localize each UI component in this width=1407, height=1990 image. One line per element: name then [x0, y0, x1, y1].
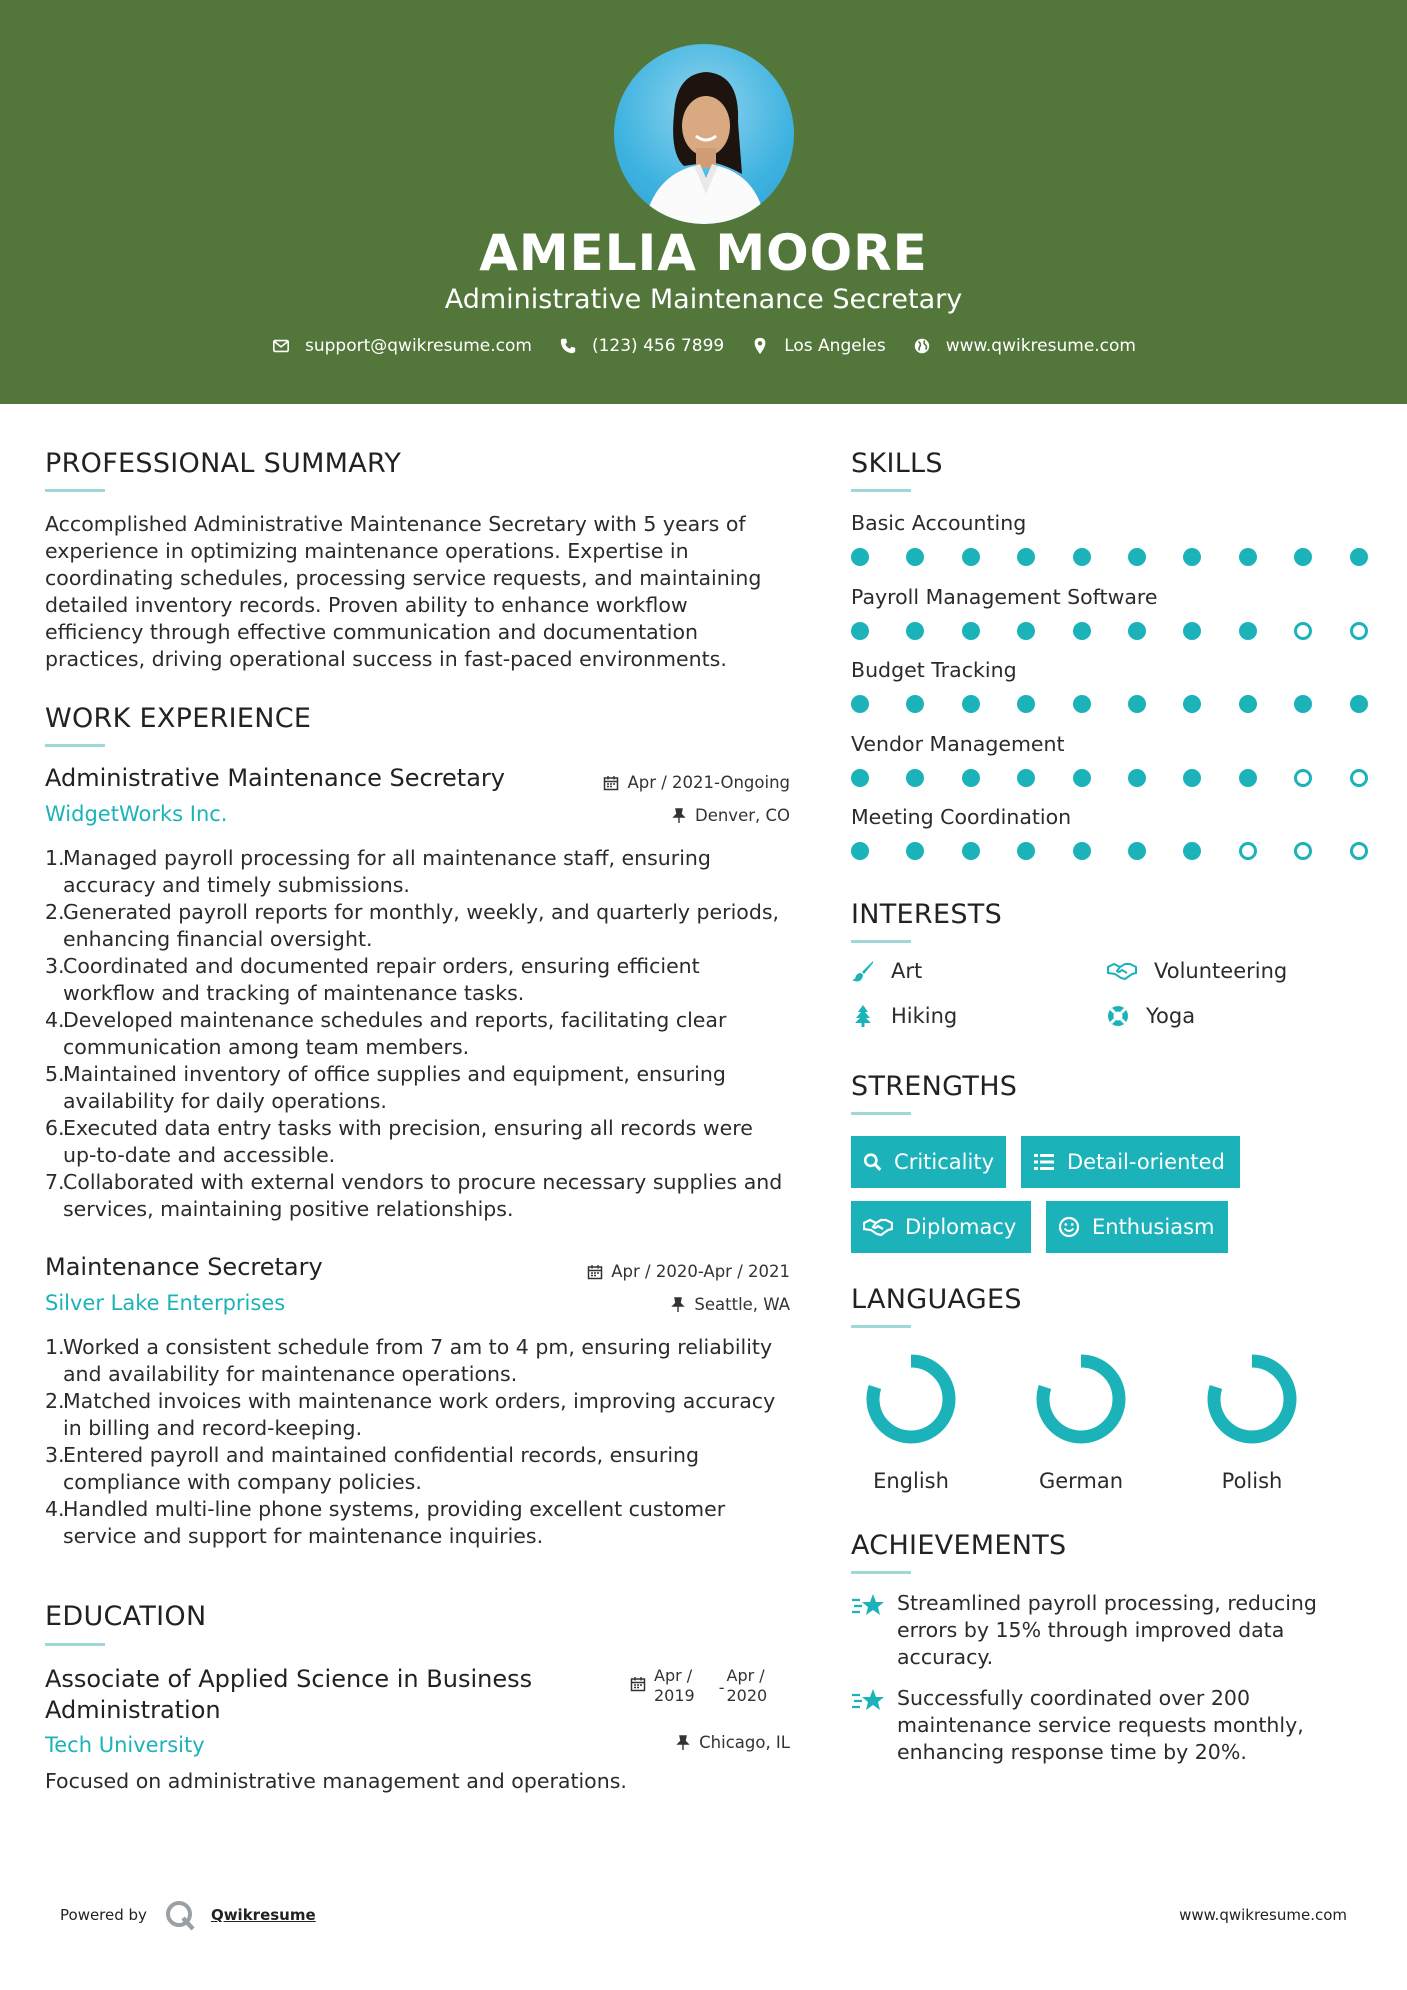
rating-dot-filled — [962, 695, 980, 713]
achievement-line: Successfully coordinated over 200 — [897, 1686, 1250, 1710]
rating-dot-filled — [1183, 842, 1201, 860]
rating-dot-empty — [1350, 769, 1368, 787]
strength-label: Enthusiasm — [1092, 1215, 1215, 1239]
item-line: Collaborated with external vendors to procure necessary supplies and — [63, 1170, 783, 1194]
paintbrush-icon — [851, 959, 875, 983]
achievement-item — [851, 1685, 1304, 1766]
item-line: up-to-date and accessible. — [63, 1143, 336, 1167]
contact-location — [750, 336, 886, 356]
interest-label: Yoga — [1146, 1004, 1196, 1028]
rating-dot-filled — [1183, 548, 1201, 566]
rating-dot-filled — [1128, 842, 1146, 860]
item-line: Matched invoices with maintenance work orders, improving accuracy — [63, 1389, 776, 1413]
work-underline — [45, 744, 105, 747]
item-line: availability for daily operations. — [63, 1089, 387, 1113]
skill-rating — [851, 769, 1371, 789]
header-band — [0, 0, 1407, 404]
contact-bar — [0, 336, 1407, 356]
rating-dot-filled — [906, 695, 924, 713]
smile-icon — [1058, 1216, 1080, 1238]
list-item — [45, 1496, 805, 1550]
school-name[interactable]: Tech University — [45, 1733, 205, 1757]
item-line: Maintained inventory of office supplies and equipment, ensuring — [63, 1062, 726, 1086]
job-title: Administrative Maintenance Secretary — [45, 764, 505, 792]
item-line: service and support for maintenance inquiries. — [63, 1524, 544, 1548]
start-date-year: 2019 — [654, 1686, 695, 1705]
interest-label: Art — [891, 959, 923, 983]
rating-dot-filled — [1183, 695, 1201, 713]
item-line: and availability for maintenance operations. — [63, 1362, 518, 1386]
item-number: 2. — [45, 1389, 65, 1413]
job-responsibilities — [45, 1334, 805, 1550]
rating-dot-filled — [1073, 695, 1091, 713]
degree-line: Administration — [45, 1696, 221, 1724]
item-number: 3. — [45, 1443, 65, 1467]
rating-dot-filled — [906, 622, 924, 640]
contact-website[interactable] — [912, 336, 1136, 356]
degree-line: Associate of Applied Science in Business — [45, 1665, 533, 1693]
job-title: Maintenance Secretary — [45, 1253, 323, 1281]
rating-dot-filled — [906, 769, 924, 787]
website-text: www.qwikresume.com — [945, 336, 1136, 356]
rating-dot-filled — [962, 769, 980, 787]
calendar-icon — [587, 1264, 603, 1280]
brand-link[interactable]: Qwikresume — [210, 1906, 316, 1924]
location-text: Los Angeles — [784, 336, 886, 356]
rating-dot-filled — [1073, 842, 1091, 860]
rating-dot-filled — [1350, 548, 1368, 566]
list-item — [45, 1334, 805, 1388]
rating-dot-filled — [1183, 622, 1201, 640]
pushpin-icon — [675, 1735, 691, 1751]
rating-dot-filled — [1017, 695, 1035, 713]
item-line: Entered payroll and maintained confidential records, ensuring — [63, 1443, 700, 1467]
search-icon — [863, 1151, 882, 1173]
footer-powered-by — [60, 1898, 316, 1932]
skill-rating — [851, 548, 1371, 568]
interests-heading: INTERESTS — [851, 899, 1003, 930]
item-number: 1. — [45, 1335, 65, 1359]
job-location — [520, 806, 790, 825]
rating-dot-filled — [962, 548, 980, 566]
rating-dot-filled — [1073, 769, 1091, 787]
summary-line: coordinating schedules, processing service requests, and maintaining — [45, 566, 762, 590]
item-line: Managed payroll processing for all maintenance staff, ensuring — [63, 846, 711, 870]
rating-dot-filled — [851, 769, 869, 787]
list-item — [45, 1061, 805, 1115]
language-progress-ring — [1033, 1351, 1129, 1447]
handshake-icon — [1106, 959, 1138, 983]
end-date-month: Apr / — [726, 1666, 765, 1685]
rating-dot-filled — [1017, 842, 1035, 860]
rating-dot-filled — [1128, 769, 1146, 787]
phone-icon — [558, 336, 578, 356]
rating-dot-empty — [1239, 842, 1257, 860]
education-location — [520, 1733, 790, 1752]
globe-icon — [912, 336, 932, 356]
rating-dot-filled — [906, 548, 924, 566]
profile-photo — [614, 44, 794, 224]
achievement-line: enhancing response time by 20%. — [897, 1740, 1247, 1764]
work-heading: WORK EXPERIENCE — [45, 703, 312, 734]
item-number: 3. — [45, 954, 65, 978]
company-name[interactable]: Silver Lake Enterprises — [45, 1291, 286, 1315]
rating-dot-filled — [1073, 548, 1091, 566]
language-progress-arc — [1214, 1361, 1290, 1437]
summary-line: experience in optimizing maintenance operations. Expertise in — [45, 539, 689, 563]
item-number: 5. — [45, 1062, 65, 1086]
achievement-line: Streamlined payroll processing, reducing — [897, 1591, 1317, 1615]
footer-website[interactable]: www.qwikresume.com — [1179, 1906, 1347, 1924]
rating-dot-filled — [962, 622, 980, 640]
rating-dot-filled — [1239, 548, 1257, 566]
item-line: enhancing financial oversight. — [63, 927, 373, 951]
rating-dot-filled — [1017, 548, 1035, 566]
language-item — [1182, 1351, 1322, 1493]
summary-line: detailed inventory records. Proven ability to enhance workflow — [45, 593, 688, 617]
rating-dot-empty — [1294, 842, 1312, 860]
list-icon — [1033, 1151, 1055, 1173]
degree-title — [45, 1664, 532, 1726]
education-heading: EDUCATION — [45, 1601, 207, 1632]
item-line: Executed data entry tasks with precision, ensuring all records were — [63, 1116, 753, 1140]
item-line: compliance with company policies. — [63, 1470, 422, 1494]
envelope-icon — [271, 336, 291, 356]
rating-dot-filled — [851, 548, 869, 566]
skill-rating — [851, 695, 1371, 715]
strength-label: Diplomacy — [905, 1215, 1017, 1239]
rating-dot-empty — [1294, 769, 1312, 787]
education-underline — [45, 1643, 105, 1646]
end-date-year: 2020 — [726, 1686, 768, 1705]
skill-name: Basic Accounting — [851, 511, 1027, 535]
candidate-name: AMELIA MOORE — [479, 224, 928, 282]
strengths-heading: STRENGTHS — [851, 1071, 1018, 1102]
item-line: Generated payroll reports for monthly, weekly, and quarterly periods, — [63, 900, 780, 924]
candidate-role: Administrative Maintenance Secretary — [444, 284, 963, 315]
end-date — [727, 1666, 768, 1706]
item-number: 1. — [45, 846, 65, 870]
item-line: Worked a consistent schedule from 7 am to 4 pm, ensuring reliability — [63, 1335, 773, 1359]
start-date — [654, 1666, 695, 1706]
item-line: workflow and tracking of maintenance tasks. — [63, 981, 525, 1005]
item-line: services, maintaining positive relationships. — [63, 1197, 514, 1221]
achievements-heading: ACHIEVEMENTS — [851, 1530, 1067, 1561]
map-pin-icon — [750, 336, 770, 356]
job-location — [520, 1295, 790, 1314]
language-name: German — [1038, 1469, 1124, 1493]
item-line: accuracy and timely submissions. — [63, 873, 410, 897]
list-item — [45, 1169, 805, 1223]
rating-dot-empty — [1294, 622, 1312, 640]
strength-label: Detail-oriented — [1067, 1150, 1225, 1174]
achievement-line: accuracy. — [897, 1645, 994, 1669]
achievements-underline — [851, 1571, 911, 1574]
company-name[interactable]: WidgetWorks Inc. — [45, 802, 228, 826]
list-item — [45, 953, 805, 1007]
rating-dot-filled — [1017, 769, 1035, 787]
language-progress-ring — [863, 1351, 959, 1447]
handshake-icon — [863, 1216, 893, 1238]
language-name: English — [873, 1469, 949, 1493]
job-responsibilities — [45, 845, 805, 1223]
item-line: Handled multi-line phone systems, providing excellent customer — [63, 1497, 726, 1521]
item-line: Coordinated and documented repair orders, ensuring efficient — [63, 954, 700, 978]
language-progress-arc — [1043, 1361, 1119, 1437]
skill-name: Payroll Management Software — [851, 584, 1158, 609]
language-item — [841, 1351, 981, 1493]
summary-line: efficiency through effective communication and documentation — [45, 620, 698, 644]
education-description: Focused on administrative management and operations. — [45, 1769, 627, 1793]
interest-label: Hiking — [891, 1004, 958, 1028]
list-item — [45, 1007, 805, 1061]
rating-dot-filled — [1239, 769, 1257, 787]
rating-dot-filled — [1294, 548, 1312, 566]
rating-dot-filled — [1073, 622, 1091, 640]
summary-heading: PROFESSIONAL SUMMARY — [45, 448, 402, 479]
item-number: 6. — [45, 1116, 65, 1140]
languages-underline — [851, 1325, 911, 1328]
language-progress-arc — [873, 1361, 949, 1437]
strength-label: Criticality — [894, 1150, 994, 1174]
job-location-text: Seattle, WA — [694, 1295, 790, 1314]
strengths-underline — [851, 1112, 911, 1115]
job-location-text: Denver, CO — [694, 806, 790, 825]
summary-line: practices, driving operational success in fast-paced environments. — [45, 647, 727, 671]
rating-dot-filled — [851, 695, 869, 713]
pushpin-icon — [671, 808, 687, 824]
achievement-text — [897, 1590, 1317, 1671]
strength-chip-diplomacy — [851, 1201, 1031, 1253]
calendar-icon — [630, 1676, 646, 1692]
rating-dot-filled — [906, 842, 924, 860]
interest-label: Volunteering — [1154, 959, 1288, 983]
skill-name: Vendor Management — [851, 731, 1065, 756]
list-item — [45, 1115, 805, 1169]
skill-rating — [851, 842, 1371, 862]
contact-phone[interactable] — [558, 336, 724, 356]
job-dates — [520, 1262, 790, 1281]
job-dates-text: Apr / 2020-Apr / 2021 — [611, 1262, 790, 1281]
language-item — [1011, 1351, 1151, 1493]
item-number: 2. — [45, 900, 65, 924]
interests-underline — [851, 940, 911, 943]
skills-heading: SKILLS — [851, 448, 943, 479]
education-location-text: Chicago, IL — [699, 1733, 790, 1752]
list-item — [45, 899, 805, 953]
item-line: Developed maintenance schedules and reports, facilitating clear — [63, 1008, 727, 1032]
achievement-item — [851, 1590, 1317, 1671]
job-dates-text: Apr / 2021-Ongoing — [627, 773, 790, 792]
powered-by-text: Powered by — [60, 1906, 147, 1924]
achievement-line: maintenance service requests monthly, — [897, 1713, 1304, 1737]
rating-dot-empty — [1350, 842, 1368, 860]
email-text: support@qwikresume.com — [305, 336, 532, 356]
start-date-month: Apr / — [654, 1666, 693, 1685]
interest-item-yoga — [1106, 1004, 1195, 1028]
list-item — [45, 1388, 805, 1442]
list-item — [45, 845, 805, 899]
date-separator: - — [718, 1678, 725, 1697]
rating-dot-empty — [1350, 622, 1368, 640]
lifebuoy-icon — [1106, 1004, 1130, 1028]
skill-name: Meeting Coordination — [851, 805, 1072, 829]
skill-name: Budget Tracking — [851, 658, 1017, 682]
phone-text: (123) 456 7899 — [591, 336, 725, 356]
shooting-star-icon — [851, 1591, 885, 1621]
interest-item-volunteering — [1106, 959, 1287, 983]
tree-icon — [851, 1004, 875, 1028]
rating-dot-filled — [1128, 695, 1146, 713]
skills-underline — [851, 489, 911, 492]
summary-line: Accomplished Administrative Maintenance Secretary with 5 years of — [45, 512, 746, 536]
contact-email[interactable] — [271, 336, 532, 356]
item-line: in billing and record-keeping. — [63, 1416, 363, 1440]
rating-dot-filled — [1128, 622, 1146, 640]
job-dates — [520, 773, 790, 792]
item-line: communication among team members. — [63, 1035, 470, 1059]
rating-dot-filled — [851, 842, 869, 860]
item-number: 4. — [45, 1497, 65, 1521]
languages-heading: LANGUAGES — [851, 1284, 1022, 1315]
qwikresume-logo-icon — [163, 1898, 197, 1932]
rating-dot-filled — [1239, 695, 1257, 713]
strength-chip-criticality — [851, 1136, 1006, 1188]
list-item — [45, 1442, 805, 1496]
strength-chip-detail-oriented — [1021, 1136, 1240, 1188]
rating-dot-filled — [1294, 695, 1312, 713]
achievement-line: errors by 15% through improved data — [897, 1618, 1285, 1642]
skill-rating — [851, 622, 1371, 642]
summary-text — [45, 511, 805, 673]
item-number: 4. — [45, 1008, 65, 1032]
rating-dot-filled — [962, 842, 980, 860]
rating-dot-filled — [1017, 622, 1035, 640]
shooting-star-icon — [851, 1686, 885, 1716]
strength-chip-enthusiasm — [1046, 1201, 1228, 1253]
language-name: Polish — [1221, 1469, 1283, 1493]
summary-underline — [45, 489, 105, 492]
language-progress-ring — [1204, 1351, 1300, 1447]
rating-dot-filled — [1128, 548, 1146, 566]
education-dates — [630, 1666, 767, 1706]
rating-dot-filled — [1239, 622, 1257, 640]
pushpin-icon — [670, 1297, 686, 1313]
rating-dot-filled — [851, 622, 869, 640]
interest-item-art — [851, 959, 922, 983]
rating-dot-filled — [1350, 695, 1368, 713]
interest-item-hiking — [851, 1004, 957, 1028]
achievement-text — [897, 1685, 1304, 1766]
rating-dot-filled — [1183, 769, 1201, 787]
item-number: 7. — [45, 1170, 65, 1194]
calendar-icon — [603, 775, 619, 791]
